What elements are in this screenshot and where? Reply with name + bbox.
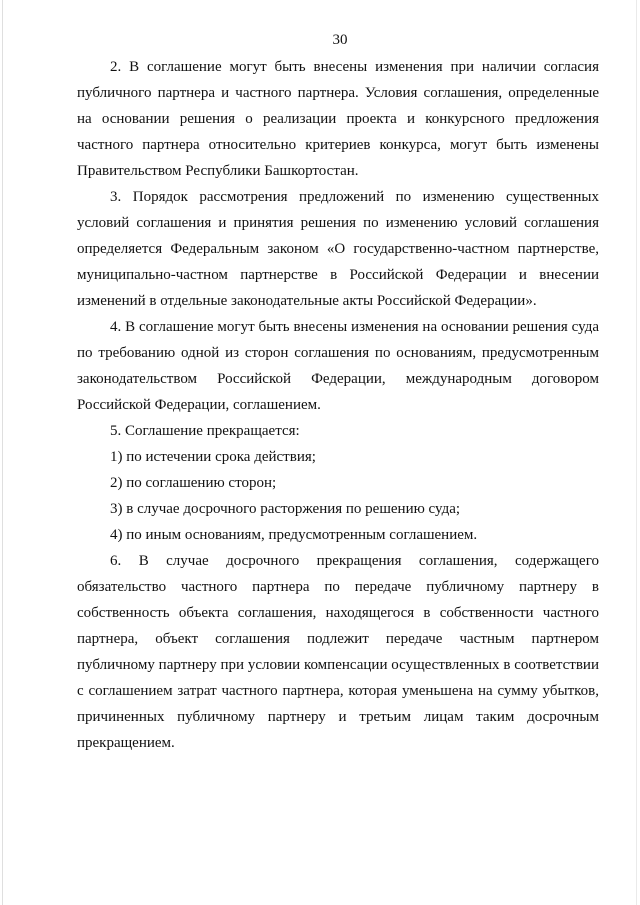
paragraph-3: 3. Порядок рассмотрения предложений по изменению существенных условий соглашения и принятия решения по изменению условий соглашения определяется Федеральным законом «О государственно-частном партнерстве, муниципально-частном партнерстве в Российской Федерации и внесении изменений в отдельные законодательные акты Российской Федерации». <box>77 189 599 309</box>
paragraph-6: 6. В случае досрочного прекращения соглашения, содержащего обязательство частного партнера по передаче публичному партнеру в собственность объекта соглашения, находящегося в собственности частного партнера, объект соглашения подлежит передаче частным партнером публичному партнеру при условии компенсации осуществленных в соответствии с соглашением затрат частного партнера, которая уменьшена на сумму убытков, причиненных публичному партнеру и третьим лицам таким досрочным прекращением. <box>77 553 599 751</box>
scan-edge-right <box>636 0 637 905</box>
termination-heading: 5. Соглашение прекращается: <box>110 423 300 439</box>
termination-item-4: 4) по иным основаниям, предусмотренным соглашением. <box>110 527 478 543</box>
termination-item-2: 2) по соглашению сторон; <box>110 475 277 491</box>
scan-edge-left <box>2 0 3 905</box>
paragraph-2: 2. В соглашение могут быть внесены изменения при наличии согласия публичного партнера и частного партнера. Условия соглашения, определенные на основании решения о реализации проекта и конкурсного предложения частного партнера относительно критериев конкурса, могут быть изменены Правительством Республики Башкортостан. <box>77 59 599 179</box>
paragraph-4: 4. В соглашение могут быть внесены изменения на основании решения суда по требованию одной из сторон соглашения по основаниям, предусмотренным законодательством Российской Федерации, международным договором Российской Федерации, соглашением. <box>77 319 599 413</box>
page-number: 30 <box>332 32 348 48</box>
termination-item-1: 1) по истечении срока действия; <box>110 449 316 465</box>
termination-item-3: 3) в случае досрочного расторжения по решению суда; <box>110 501 461 517</box>
document-body <box>77 54 599 756</box>
